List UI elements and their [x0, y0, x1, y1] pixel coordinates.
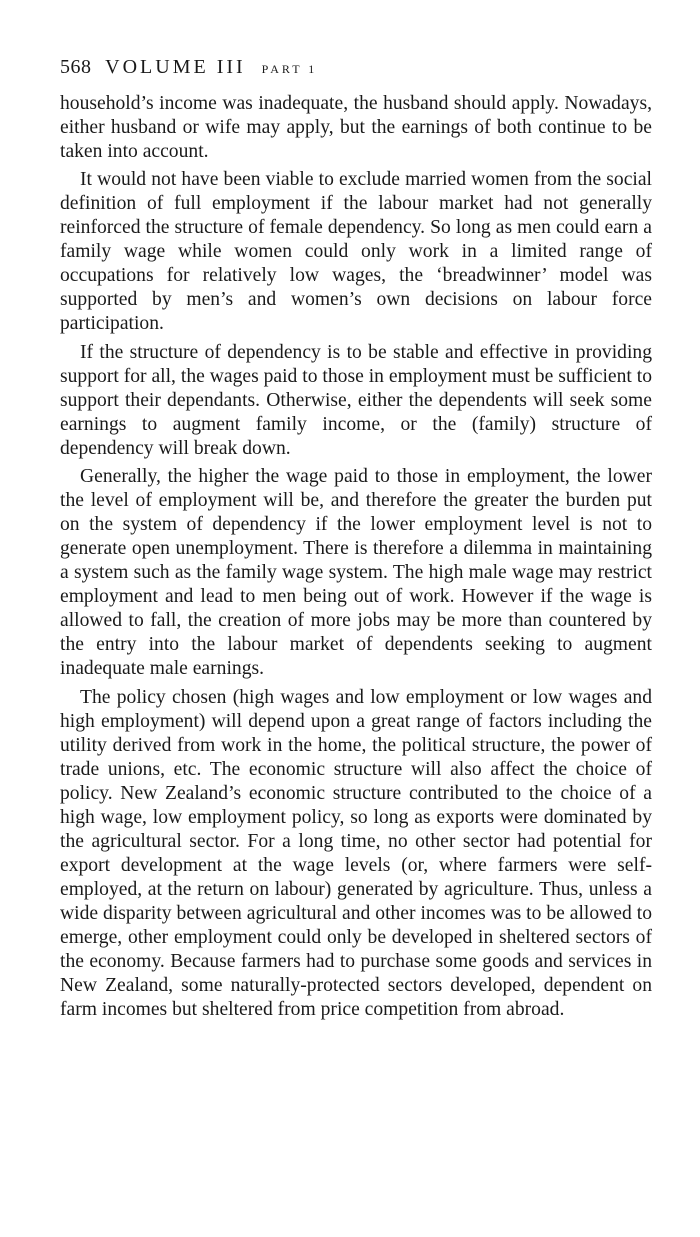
paragraph-continued: household’s income was inadequate, the husband should apply. Nowadays, either husband or wife may apply, but the earnings of both continue to be taken into account.: [60, 93, 652, 162]
paragraph: It would not have been viable to exclude married women from the social definition of full employment if the labour market had not generally reinforced the structure of female dependency. So long as men could earn a family wage while women could only work in a limited range of occupations for relatively low wages, the ‘breadwinner’ model was supported by men’s and women’s own decisions on labour force participation.: [60, 169, 652, 335]
part-label: PART 1: [261, 62, 318, 76]
page-number: 568: [60, 56, 92, 78]
body-text: [60, 92, 652, 1022]
paragraph: The policy chosen (high wages and low employment or low wages and high employment) will depend upon a great range of factors including the utility derived from work in the home, the political structure, the power of trade unions, etc. The economic structure will also affect the choice of policy. New Zealand’s economic structure contributed to the choice of a high wage, low employment policy, so long as exports were dominated by the agricultural sector. For a long time, no other sector had potential for export development at the wage levels (or, where farmers were self-employed, at the return on labour) generated by agriculture. Thus, unless a wide disparity between agricultural and other incomes was to be allowed to emerge, other employment could only be developed in sheltered sectors of the economy. Because farmers had to purchase some goods and services in New Zealand, some naturally-protected sectors developed, dependent on farm incomes but sheltered from price competition from abroad.: [60, 686, 652, 1020]
running-head: [60, 52, 652, 84]
paragraph: Generally, the higher the wage paid to those in employment, the lower the level of employment will be, and therefore the greater the burden put on the system of dependency if the lower employment level is not to generate open unemployment. There is therefore a dilemma in maintaining a system such as the family wage system. The high male wage may restrict employment and lead to men being out of work. However if the wage is allowed to fall, the creation of more jobs may be more than countered by the entry into the labour market of dependents seeking to augment inadequate male earnings.: [60, 466, 652, 680]
paragraph: If the structure of dependency is to be stable and effective in providing support for all, the wages paid to those in employment must be sufficient to support their dependants. Otherwise, either the dependents will seek some earnings to augment family income, or the (family) structure of dependency will break down.: [60, 341, 652, 459]
volume-label: VOLUME III: [105, 56, 246, 78]
book-page: [60, 52, 652, 1026]
